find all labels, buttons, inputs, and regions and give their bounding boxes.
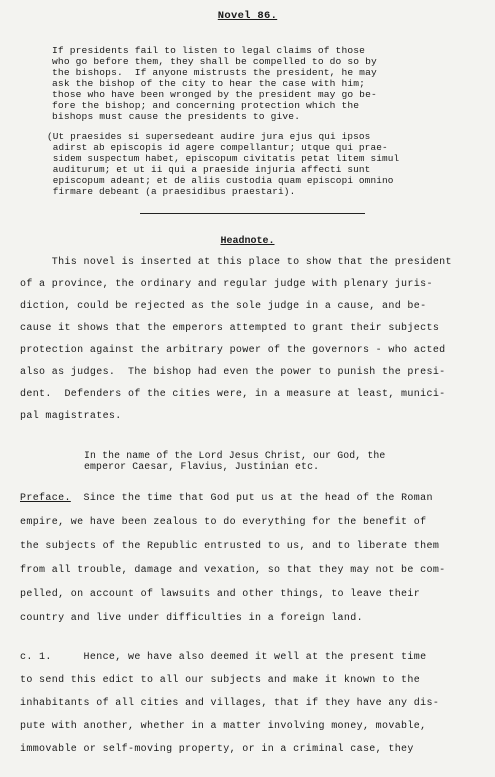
headnote-line: This novel is inserted at this place to show that the president xyxy=(20,257,452,268)
chapter-1-line: c. 1. Hence, we have also deemed it well at the present time xyxy=(20,652,427,663)
latin-line: sidem suspectum habet, episcopum civitatis petat litem simul xyxy=(47,153,400,164)
headnote-heading: Headnote. xyxy=(220,236,275,247)
preface-line: empire, we have been zealous to do everything for the benefit of xyxy=(20,517,427,528)
preface-line: country and live under difficulties in a foreign land. xyxy=(20,613,363,624)
headnote-line: of a province, the ordinary and regular judge with plenary juris- xyxy=(20,279,433,290)
preface-line: from all trouble, damage and vexation, so that they may not be com- xyxy=(20,565,446,576)
latin-line: (Ut praesides si supersedeant audire jura ejus qui ipsos xyxy=(47,131,371,142)
latin-line: firmare debeant (a praesidibus praestari). xyxy=(47,186,296,197)
chapter-1-line: inhabitants of all cities and villages, that if they have any dis- xyxy=(20,698,440,709)
headnote-line: dent. Defenders of the cities were, in a measure at least, munici- xyxy=(20,389,446,400)
chapter-1-line: immovable or self-moving property, or in a criminal case, they xyxy=(20,744,414,755)
headnote-line: protection against the arbitrary power of the governors - who acted xyxy=(20,345,446,356)
chapter-1-line: to send this edict to all our subjects and make it known to the xyxy=(20,675,421,686)
latin-line: episcopum adeant; et de aliis custodia quam episcopi omnino xyxy=(47,175,394,186)
preface-label: Preface. xyxy=(20,493,71,504)
summary-line: bishops must cause the presidents to give. xyxy=(52,111,301,122)
summary-line: who go before them, they shall be compelled to do so by xyxy=(52,56,377,67)
preface-first-line xyxy=(20,493,433,504)
latin-line: auditurum; et ut ii qui a praeside injuria affecti sunt xyxy=(47,164,371,175)
preface-line: Since the time that God put us at the head of the Roman xyxy=(70,493,433,504)
preface-line: the subjects of the Republic entrusted to us, and to liberate them xyxy=(20,541,440,552)
summary-line: fore the bishop; and concerning protection which the xyxy=(52,100,360,111)
headnote-line: diction, could be rejected as the sole judge in a cause, and be- xyxy=(20,301,427,312)
invocation-line: In the name of the Lord Jesus Christ, our God, the xyxy=(84,450,386,461)
invocation-line: emperor Caesar, Flavius, Justinian etc. xyxy=(84,461,320,472)
headnote-line: also as judges. The bishop had even the power to punish the presi- xyxy=(20,367,446,378)
page-title: Novel 86. xyxy=(217,10,278,22)
latin-line: adirst ab episcopis id agere compellantur; utque qui prae- xyxy=(47,142,388,153)
preface-line: pelled, on account of lawsuits and other things, to leave their xyxy=(20,589,421,600)
section-divider xyxy=(140,213,365,214)
summary-line: If presidents fail to listen to legal claims of those xyxy=(52,45,366,56)
headnote-line: pal magistrates. xyxy=(20,411,122,422)
summary-line: the bishops. If anyone mistrusts the president, he may xyxy=(52,67,377,78)
summary-line: those who have been wronged by the president may go be- xyxy=(52,89,377,100)
headnote-line: cause it shows that the emperors attempted to grant their subjects xyxy=(20,323,440,334)
chapter-1-line: pute with another, whether in a matter involving money, movable, xyxy=(20,721,427,732)
summary-line: ask the bishop of the city to hear the case with him; xyxy=(52,78,366,89)
